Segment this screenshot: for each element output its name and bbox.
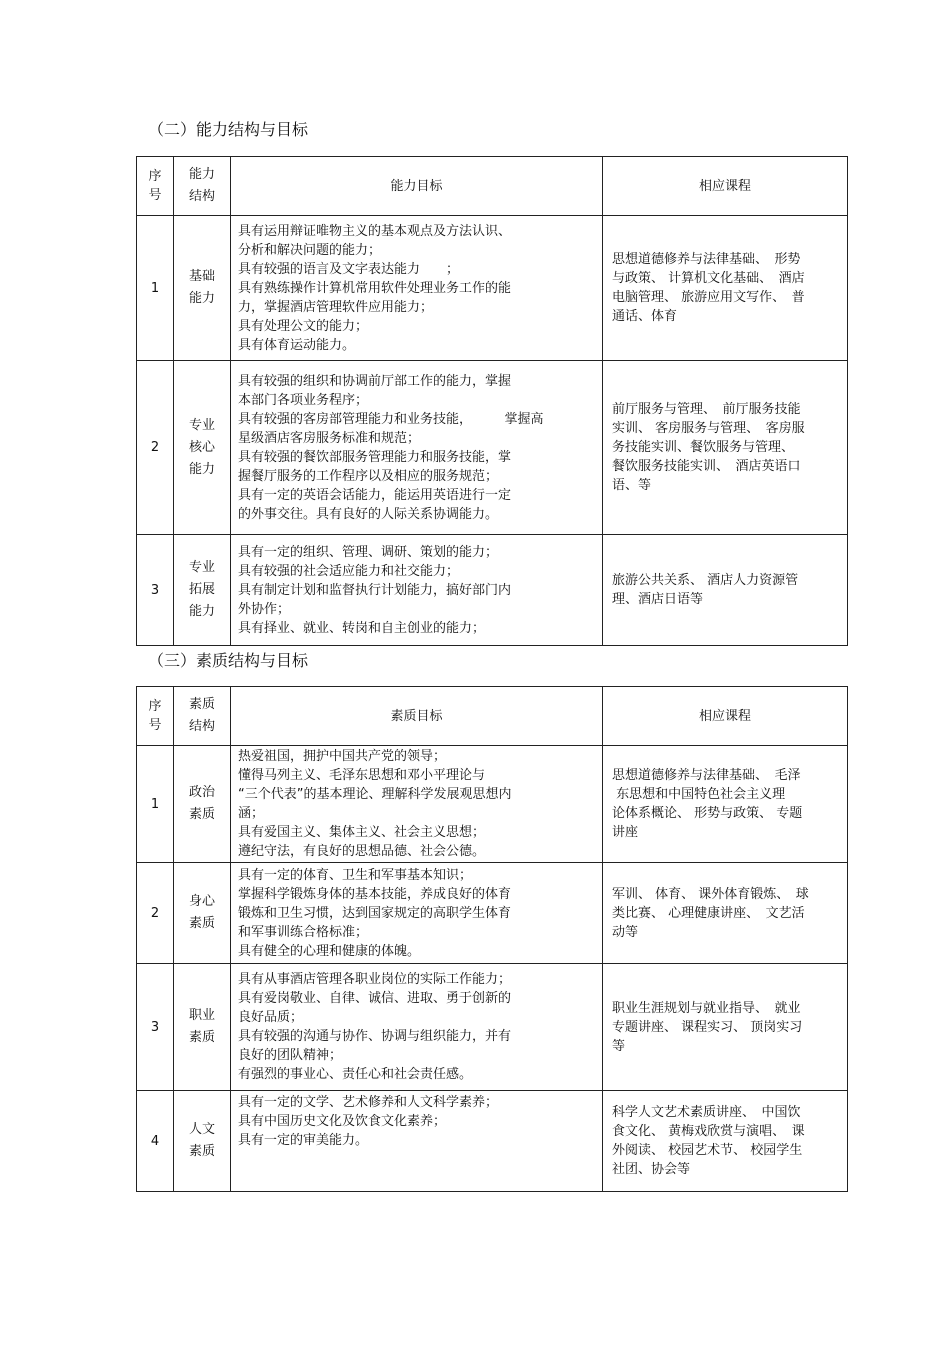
row-no: 2 — [137, 863, 174, 964]
row-course: 前厅服务与管理、 前厅服务技能 实训、 客房服务与管理、 客房服 务技能实训、餐饮服务与管理、 餐饮服务技能实训、 酒店英语口 语、等 — [603, 361, 848, 535]
table-row — [137, 535, 848, 646]
quality-table — [136, 686, 848, 1192]
row-no: 2 — [137, 361, 174, 535]
table-row — [137, 964, 848, 1091]
row-goal: 具有一定的组织、管理、调研、策划的能力； 具有较强的社会适应能力和社交能力； 具有制定计划和监督执行计划能力，搞好部门内 外协作； 具有择业、就业、转岗和自主创业的能力； — [231, 535, 603, 646]
section-title-quality: （三）素质结构与目标 — [148, 651, 309, 670]
table-row — [137, 216, 848, 361]
row-course: 思想道德修养与法律基础、 毛泽 东思想和中国特色社会主义理 论体系概论、 形势与政策、 专题 讲座 — [603, 746, 848, 863]
row-struct: 专业 核心 能力 — [174, 361, 231, 535]
row-course: 职业生涯规划与就业指导、 就业 专题讲座、 课程实习、 顶岗实习 等 — [603, 964, 848, 1091]
row-struct: 人文 素质 — [174, 1091, 231, 1192]
header-course: 相应课程 — [603, 687, 848, 746]
row-struct: 身心 素质 — [174, 863, 231, 964]
table-row — [137, 746, 848, 863]
header-no: 序 号 — [137, 157, 174, 216]
header-struct: 能力 结构 — [174, 157, 231, 216]
row-course: 思想道德修养与法律基础、 形势 与政策、 计算机文化基础、 酒店 电脑管理、 旅游应用文写作、 普 通话、体育 — [603, 216, 848, 361]
section-title-ability: （二）能力结构与目标 — [148, 120, 309, 139]
table-header-row — [137, 157, 848, 216]
row-struct: 政治 素质 — [174, 746, 231, 863]
row-course: 旅游公共关系、 酒店人力资源管 理、酒店日语等 — [603, 535, 848, 646]
ability-table — [136, 156, 848, 646]
row-goal: 具有从事酒店管理各职业岗位的实际工作能力； 具有爱岗敬业、自律、诚信、进取、勇于创新的 良好品质； 具有较强的沟通与协作、协调与组织能力，并有 良好的团队精神； 有强烈的事业心、责任心和社会责任感。 — [231, 964, 603, 1091]
table-row — [137, 1091, 848, 1192]
row-goal: 具有运用辩证唯物主义的基本观点及方法认识、 分析和解决问题的能力； 具有较强的语言及文字表达能力 ； 具有熟练操作计算机常用软件处理业务工作的能 力，掌握酒店管理软件应用能力； 具有处理公文的能力； 具有体育运动能力。 — [231, 216, 603, 361]
table-row — [137, 361, 848, 535]
row-goal: 具有较强的组织和协调前厅部工作的能力，掌握 本部门各项业务程序； 具有较强的客房部管理能力和业务技能， 掌握高 星级酒店客房服务标准和规范； 具有较强的餐饮部服务管理能力和服务技能，掌 握餐厅服务的工作程序以及相应的服务规范； 具有一定的英语会话能力，能运用英语进行一定 的外事交往。具有良好的人际关系协调能力。 — [231, 361, 603, 535]
header-goal: 能力目标 — [231, 157, 603, 216]
row-no: 3 — [137, 535, 174, 646]
row-struct: 专业 拓展 能力 — [174, 535, 231, 646]
table-header-row — [137, 687, 848, 746]
header-no: 序 号 — [137, 687, 174, 746]
row-no: 4 — [137, 1091, 174, 1192]
row-goal: 热爱祖国，拥护中国共产党的领导； 懂得马列主义、毛泽东思想和邓小平理论与 “三个代表”的基本理论、理解科学发展观思想内 涵； 具有爱国主义、集体主义、社会主义思想； 遵纪守法，有良好的思想品德、社会公德。 — [231, 746, 603, 863]
row-goal: 具有一定的体育、卫生和军事基本知识； 掌握科学锻炼身体的基本技能，养成良好的体育 锻炼和卫生习惯，达到国家规定的高职学生体育 和军事训练合格标准； 具有健全的心理和健康的体魄。 — [231, 863, 603, 964]
row-struct: 基础 能力 — [174, 216, 231, 361]
header-struct: 素质 结构 — [174, 687, 231, 746]
header-goal: 素质目标 — [231, 687, 603, 746]
header-course: 相应课程 — [603, 157, 848, 216]
row-no: 1 — [137, 216, 174, 361]
row-no: 3 — [137, 964, 174, 1091]
row-course: 科学人文艺术素质讲座、 中国饮 食文化、 黄梅戏欣赏与演唱、 课 外阅读、 校园艺术节、 校园学生 社团、协会等 — [603, 1091, 848, 1192]
row-goal: 具有一定的文学、艺术修养和人文科学素养； 具有中国历史文化及饮食文化素养； 具有一定的审美能力。 — [231, 1091, 603, 1192]
row-struct: 职业 素质 — [174, 964, 231, 1091]
table-row — [137, 863, 848, 964]
row-course: 军训、 体育、 课外体育锻炼、 球 类比赛、 心理健康讲座、 文艺活 动等 — [603, 863, 848, 964]
row-no: 1 — [137, 746, 174, 863]
